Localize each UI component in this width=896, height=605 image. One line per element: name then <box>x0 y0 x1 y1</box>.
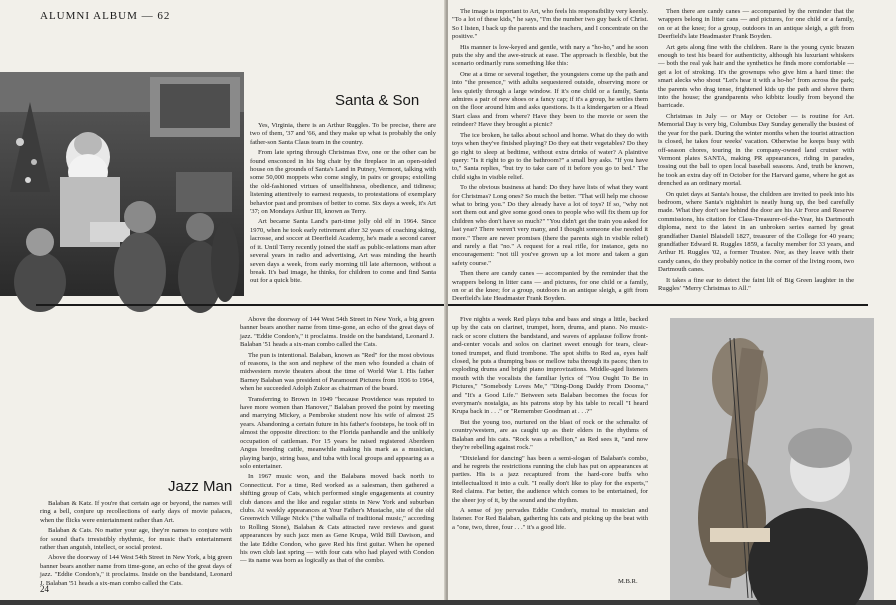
paragraph: Yes, Virginia, there is an Arthur Ruggles. To be precise, there are two of them, '37 and '66, and they make up what is probably the only father-son Santa Claus team in the country. <box>250 122 436 146</box>
paragraph: The image is important to Art, who feels his responsibility very keenly. "To a lot of these kids," he says, "I'm the number two guy back of Christ. So I listen, I back up the parents and the teachers, and I concentrate on the positive." <box>452 8 648 41</box>
santa-photo-image <box>0 72 244 296</box>
paragraph: Balaban & Katz. If you're that certain age or beyond, the names will ring a bell, conjure up recollections of early days of movie palaces, when the flicks were entertainment rather than Art. <box>40 500 232 524</box>
section-divider <box>36 304 446 306</box>
section-divider <box>448 304 868 306</box>
paragraph: But the young too, nurtured on the blast of rock or the schmaltz of country/western, are as caught up as their elders in the rhythms of Balaban and his cats. "Rock was a rebellion," as Red sees it, "and now they're rebelling against rock." <box>452 418 648 452</box>
santa-column-3 <box>658 8 854 300</box>
paragraph: "Dixieland for dancing" has been a semi-slogan of Balaban's combo, and he regrets the restrictions running the club has put on appearances at parties. His is a jazz recaptured from the hard-core buffs who intellectualized it into a cult. "I really don't like to play for the experts," Red claims. Far better, the audience which comes to be entertained, for the sheer joy of it, by the sound and the rhythm. <box>452 454 648 504</box>
paragraph: On quiet days at Santa's house, the children are invited to peek into his bedroom, where Santa's nightshirt is neatly hung up, the bed carefully made. What they don't see behind the door are his Air Force and Reserve commissions, his citation for Class-Treasurer-of-the-Year, his Dartmouth diploma, next to the latest in an unbroken series earned by great grandfather Daniel Blaisdell 1827, treasurer of the College for 40 years; grandfather Edward R. Ruggles 1859, a faculty member for 33 years, and Arthur H. Ruggles '02, a former Trustee. Nor, as they leave with their candy canes, do they probably notice in the corner of the living room, two Dartmouth canes. <box>658 190 854 274</box>
paragraph: It takes a fine ear to detect the faint lilt of Big Green laughter in the Ruggles' "Merry Christmas to All." <box>658 276 854 292</box>
santa-column-2 <box>452 8 648 304</box>
jazz-column-3 <box>452 316 648 574</box>
paragraph: Balaban & Cats. No matter your age, they're names to conjure with for sound that's irresistibly rhythmic, for music that's entertainment rather than anguish, intellect, or social protest. <box>40 527 232 552</box>
left-page <box>0 0 446 600</box>
section-header: ALUMNI ALBUM — 62 <box>40 10 171 22</box>
paragraph: His manner is low-keyed and gentle, with nary a "ho-ho," and he soon puts the shy and the awe-struck at ease. The approach is flexible, but the scenario ordinarily runs something like this: <box>452 43 648 68</box>
paragraph: From late spring through Christmas Eve, one or the other can be found ensconced in his big chair by the fireplace in an open-sided house on the grounds of Santa's Land in Putney, Vermont, talking with some 50,000 moppets who come singly, in pairs or groups; extolling the old-fashioned virtues of unselfishness, obedience, and tidiness; listening attentively to earnest requests, to protestations of exemplary behavior past and promises of better to come. Six days a week, it's Art '37; on Mondays Arthur III, known as Terry. <box>250 149 436 216</box>
jazz-photo <box>670 318 874 600</box>
paragraph: Art became Santa Land's part-time jolly old elf in 1964. Since 1970, when he took early retirement after 32 years of coaching skiing, lacrosse, and soccer at Deerfield Academy, he's made a second career of it. Until Terry recently joined the staff as public-relations man after several years in radio and advertising, Art was minding the hearth seven days a week, from early morning till late afternoon, without a break. It's bad image, he thinks, for children to come and find Santa out for a quick bite. <box>250 218 436 285</box>
paragraph: Transferring to Brown in 1949 "because Providence was reputed to have more women than Hanover," Balaban proved the point by meeting and marrying Mickey, a Pembroke student now his wife of almost 25 years. Abandoning a certain future in his father's footsteps, he took off in almost the opposite direction: to the Florida panhandle and the unlikely occupation of cattleman. For 15 years he raised registered Aberdeen Angus breeding cattle, meanwhile making his mark as a musician, playing banjo, string bass, and tuba with local groups and appearing as a solo entertainer. <box>240 395 434 470</box>
paragraph: Art gets along fine with the children. Rare is the young cynic brazen enough to test his beard for authenticity, although his luxuriant whiskers — both the real yak hair and the synthetics he finds more comfortable — get a lot of stroking. It's the grownups who give him a hard time: the smart alecks who shout "Let's hear it with a ho-ho" from across the park; the parents who drag tense, frightened kids up the path and shove them into the house; the grandparents who kibbitz loudly from beyond the barricade. <box>658 43 854 110</box>
paragraph: Above the doorway of 144 West 54th Street in New York, a big green banner bears another name from time-gone, an echo of the great days of jazz. "Eddie Condon's," it proclaims. Inside on the bandstand, Leonard J. Balaban '51 heads a six-man combo called the Cats. <box>40 554 232 587</box>
jazz-photo-image <box>670 318 874 600</box>
author-signature: M.B.R. <box>618 578 638 585</box>
jazz-column-1 <box>40 500 232 587</box>
santa-title: Santa & Son <box>335 92 420 109</box>
page-number: 24 <box>40 584 49 594</box>
paragraph: Then there are candy canes — accompanied by the reminder that the wrappers belong in litter cans — and pictures, for one child or a family, on or at the knee; for a group, outdoors in an antique sleigh, a gift from Deerfield's late Headmaster Frank Boyden. <box>658 8 854 41</box>
paragraph: The pun is intentional. Balaban, known as "Red" for the most obvious of reasons, is the son and nephew of the men who founded a chain of midwestern movie theaters about the time of World War I. His father Barney Balaban was president of Paramount Pictures from 1936 to 1964, when he succeeded Adolph Zukor as chairman of the board. <box>240 351 434 393</box>
santa-photo <box>0 72 244 296</box>
paragraph: Then there are candy canes — accompanied by the reminder that the wrappers belong in litter cans — and pictures, for one child or a family, on or at the knee; for a group, outdoors in an antique sleigh, a gift from Deerfield's late Headmaster Frank Boyden. <box>452 270 648 303</box>
paragraph: One at a time or several together, the youngsters come up the path and into "the presence," with adults sequestered outside, observing more or less quietly through a large window. If it's one child or a family, Santa admires a pair of new shoes or a fancy cap; if it's a group, he settles them on the floor around him and asks questions. Is it a kindergarten or a Head Start class and from where? Have they been to the movie or seen the reindeer? Have they brought a picnic? <box>452 70 648 129</box>
right-page <box>448 0 896 600</box>
paragraph: The ice broken, he talks about school and home. What do they do with toys when they've finished playing? Do they eat their vegetables? Do they go right to sleep at bedtime, without extra drinks of water? A plaintive query: "Is it right to go to the bathroom?" a small boy asks. "If you have to," Santa replies, "but try to take care of it before you go to bed." The child sighs in visible relief. <box>452 131 648 181</box>
jazz-title: Jazz Man <box>168 478 233 495</box>
paragraph: Five nights a week Red plays tuba and bass and sings a little, backed up by the cats on clarinet, trumpet, horn, drums, and piano. No music-rack or score clutters the bandstand, and waves of applause follow front-and-center vocals and solos on clarinet sweet enough for tears, clear-toned trumpet, and fluid trombone. The spot shifts to Red as, eyes half closed, he puts a thumping bass or mellow tuba through its paces; then to exploding drums and bright piano improvizations. Middle-aged listeners mouth with the vocalists the familiar lyrics of "You Ought To Be in Pictures," "Somebody Loves Me," "Ding-Dong Daddy From Dooma," and "It's a Good Life." Between sets Balaban becomes the focus for everyman's nostalgia, as his patrons stop by his table to recall "I heard Krupa back in . . ." or "Remember Goodman at . . .?" <box>452 316 648 416</box>
paragraph: A sense of joy pervades Eddie Condon's, mutual to musician and listener. For Red Balaban, gathering his cats and picking up the beat with a "one, two, three, four . . ." it's a good life. <box>452 506 648 531</box>
paragraph: Above the doorway of 144 West 54th Street in New York, a big green banner bears another name from time-gone, an echo of the great days of jazz. "Eddie Condon's," it proclaims. Inside on the bandstand, Leonard J. Balaban '51 heads a six-man combo called the Cats. <box>240 316 434 349</box>
paragraph: In 1967 music won, and the Balabans moved back north to Connecticut. For a time, Red worked as a salesman, then gathered a shifting group of Cats, which performed single engagements at country club dances and the like and regular stints in New York and suburban clubs. At weekly appearances at Your Father's Mustache, site of the old Greenwich Village Nick's ("the valhalla of traditional music," according to Rolling Stone), Balaban & Cats attracted rave reviews and guest appearances by such jazz men as Gene Krupa, Wild Bill Davison, and the late Eddie Condon, who gave Red his first guitar. When he opened his own club last spring — with four cats who had played with Condon — its name was born as logically as that of the combo. <box>240 473 434 565</box>
paragraph: Christmas in July — or May or October — is routine for Art. Memorial Day is very big, Columbus Day Sunday generally the busiest of the year for the park. During the winter months when the tourist attraction is closed, he takes four weeks' vacation. Otherwise he keeps busy with off-season chores, touring in the company-owned land cruiser with Vermont plates SANTA, making PR appearances, riding in parades, tossing out the ball to open local baseball seasons. And, truth be known, he took an extra day off in October for the Harvard game, where he got as drenched as an ordinary mortal. <box>658 112 854 188</box>
jazz-column-2 <box>240 316 434 586</box>
santa-column-1 <box>250 122 436 304</box>
paragraph: To the obvious business at hand: Do they have lists of what they want for Christmas? Long ones? So much the better. "That will help me choose what to bring you." Do they already have a lot of toys? If so, "why not sort them out and give some good ones to people who will fix them up for children who don't have so much?" "You didn't get the train you asked for last year? There weren't very many, and I thought someone else needed it more." There are never promises (there the parents sigh in visible relief) and rarely a flat "no." A request for a real rifle, for instance, gets no encouragement: "not till you've grown up a lot more and taken a gun safety course." <box>452 184 648 267</box>
